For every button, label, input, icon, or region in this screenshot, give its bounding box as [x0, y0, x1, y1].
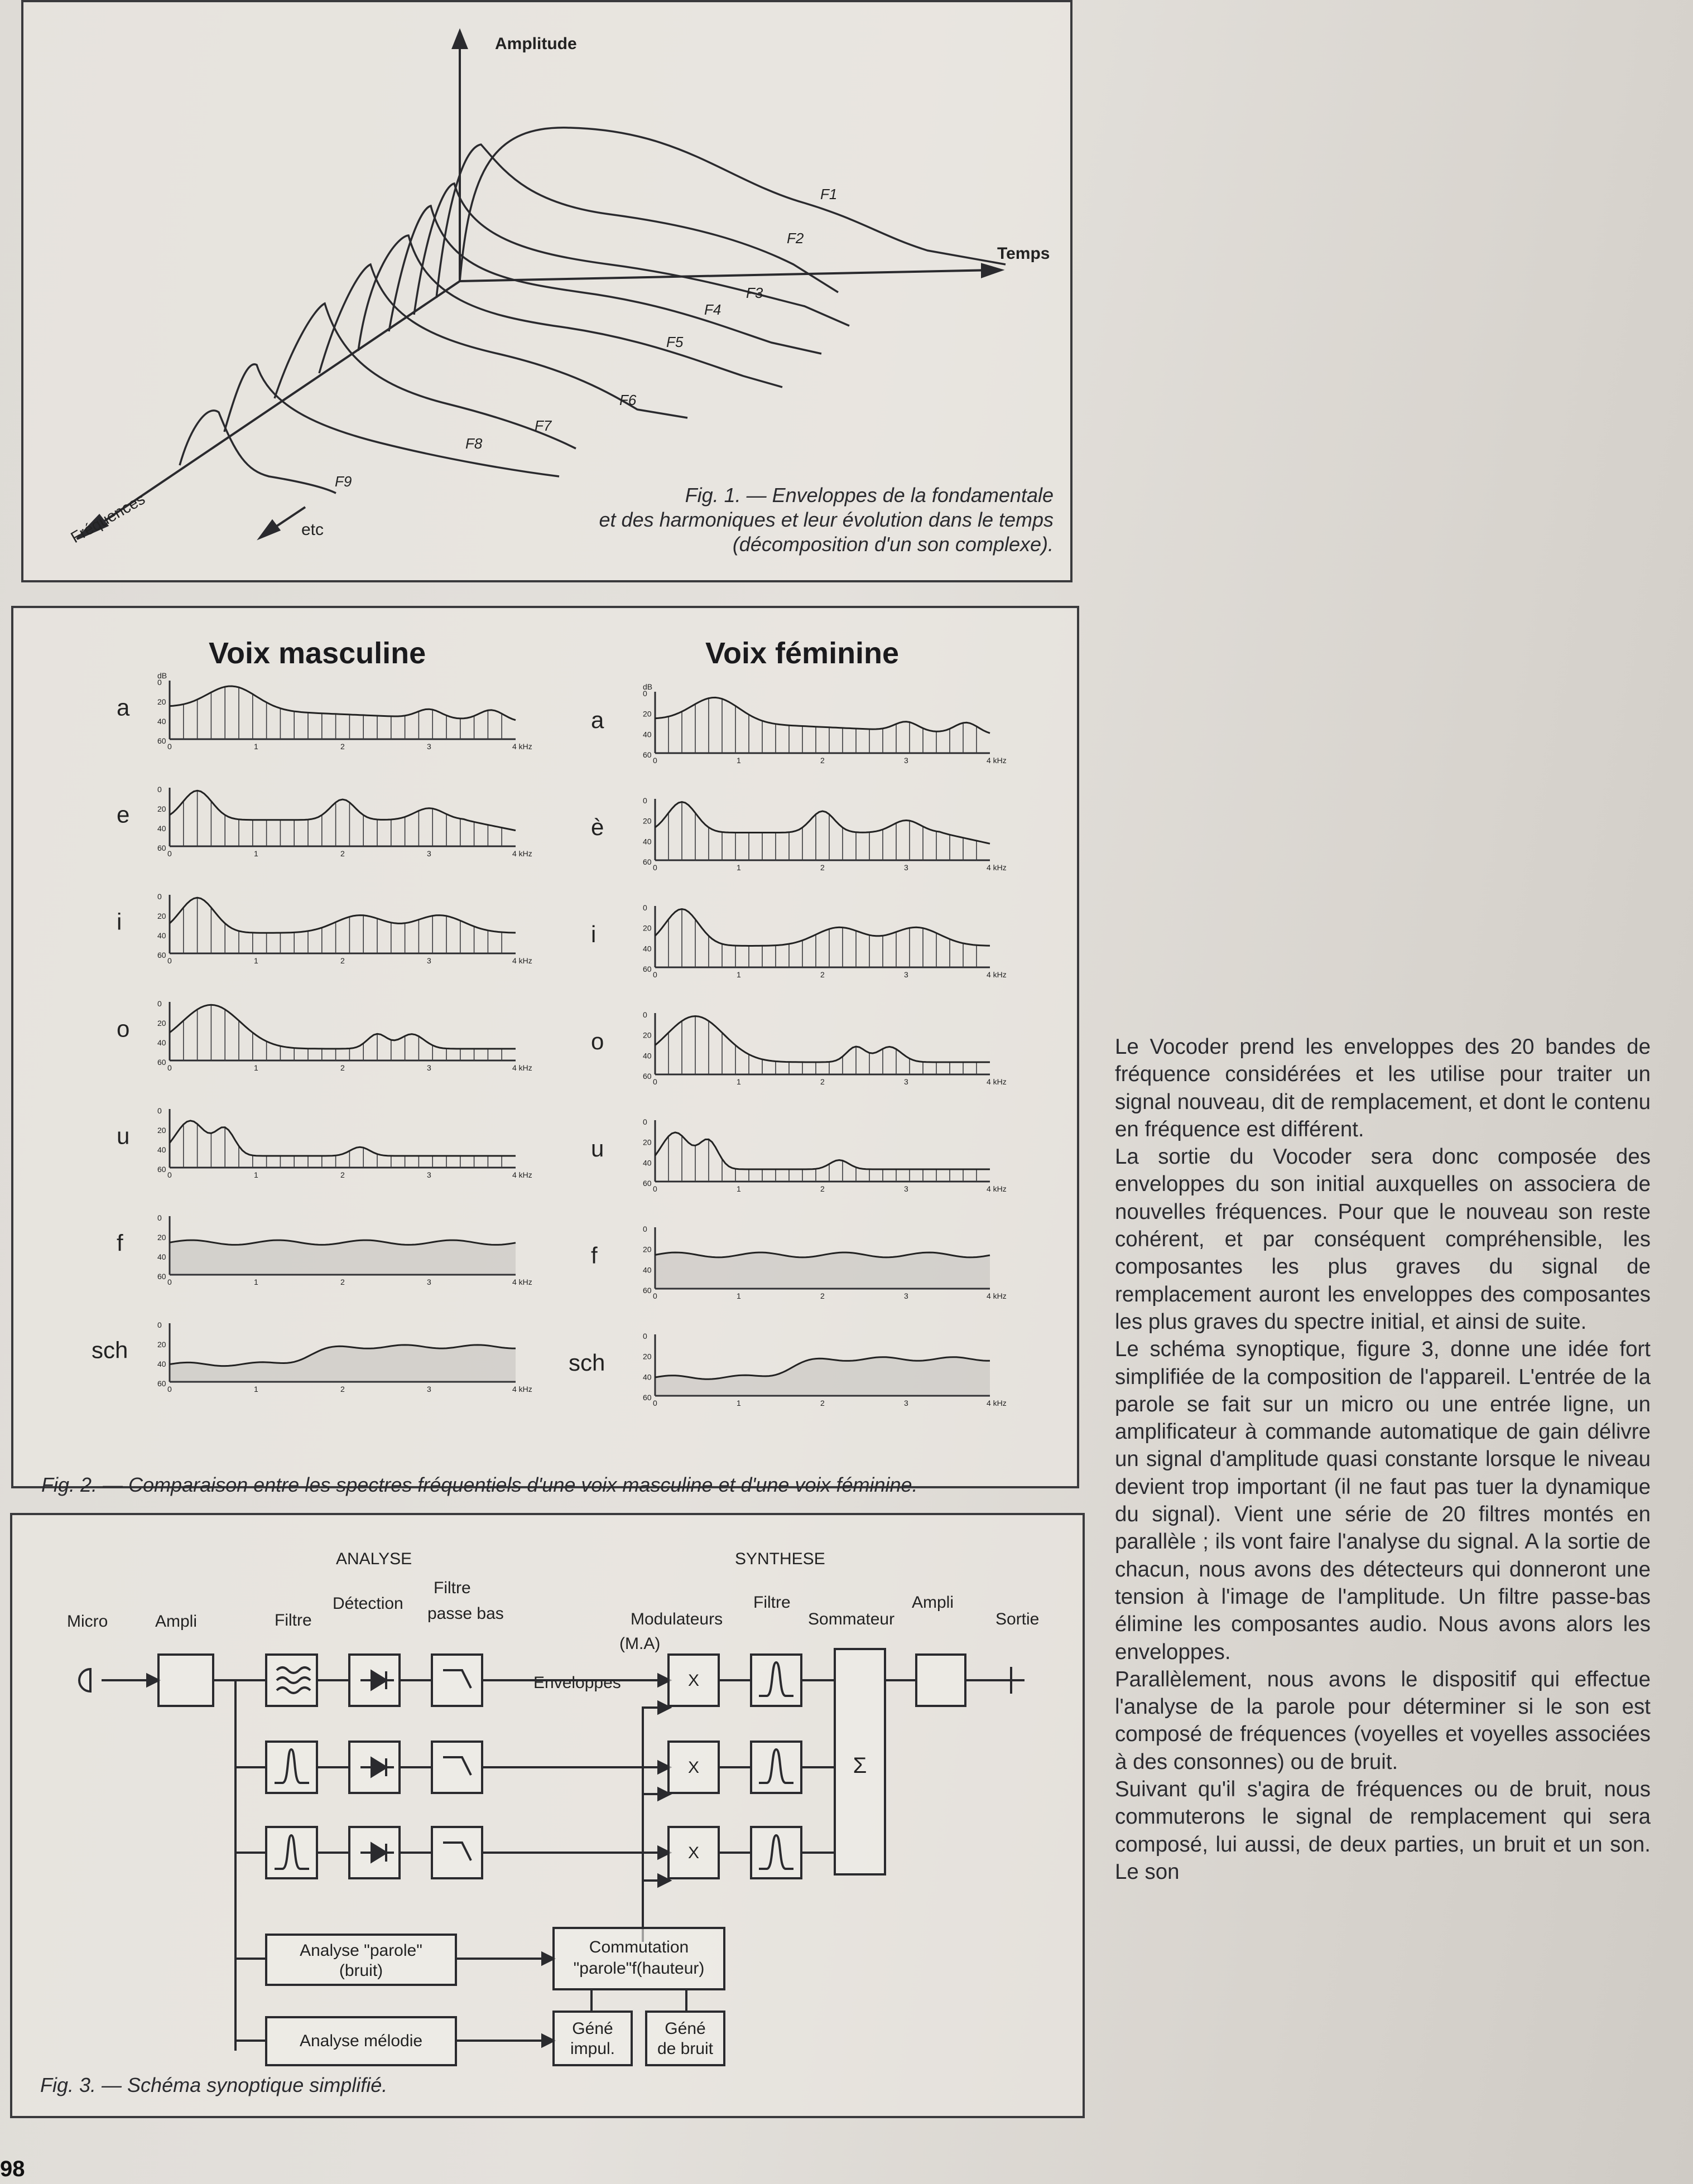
y-tick-label: 20 [157, 1019, 166, 1028]
gene-impul-text-2: impul. [570, 2040, 615, 2058]
filtre-passe-bas-label-2: passe bas [427, 1604, 504, 1623]
amplitude-arrow-icon [453, 31, 466, 48]
envelope-curve [389, 206, 821, 354]
x-tick-label: 1 [737, 1077, 741, 1086]
y-tick-label: 60 [643, 1072, 652, 1081]
y-tick-label: 0 [157, 785, 162, 794]
spectrum-curve [655, 697, 990, 733]
x-tick-label: 4 kHz [987, 1077, 1007, 1086]
x-tick-label: 0 [653, 756, 657, 765]
x-tick-label: 1 [254, 1277, 258, 1286]
y-tick-label: 60 [643, 857, 652, 866]
caption-line: et des harmoniques et leur évolution dans le temps [599, 508, 1054, 531]
vowel-label: a [591, 707, 604, 733]
noise-fill [655, 1357, 990, 1396]
filtre-passe-bas-label-1: Filtre [434, 1579, 471, 1597]
vowel-label: f [591, 1242, 598, 1269]
x-tick-label: 3 [904, 970, 908, 979]
x-tick-label: 0 [653, 1399, 657, 1407]
x-tick-label: 1 [737, 756, 741, 765]
paragraph: La sortie du Vocoder sera donc composée des enveloppes du son initial auxquelles on associera de nouvelles fréquences. Pour que le nouveau son reste cohérent, et par conséquent compréhensible, les composantes les plus graves du signal de remplacement auront les enveloppes des composantes les plus graves du spectre initial, et ainsi de suite. [1115, 1145, 1651, 1334]
x-tick-label: 4 kHz [987, 756, 1007, 765]
filtre-label: Filtre [275, 1611, 312, 1629]
multiplier-symbol: X [687, 1671, 700, 1690]
curve-label-f2: F2 [787, 230, 804, 247]
x-tick-label: 1 [254, 849, 258, 858]
x-tick-label: 3 [904, 863, 908, 872]
x-tick-label: 2 [820, 970, 825, 979]
vowel-label: i [591, 921, 597, 947]
spectrum-curve [655, 1132, 990, 1169]
caption-line: Fig. 1. — Enveloppes de la fondamentale [685, 484, 1054, 507]
y-tick-label: 0 [643, 689, 647, 698]
ampli-block [158, 1655, 213, 1706]
y-tick-label: 60 [157, 843, 166, 852]
x-tick-label: 2 [820, 863, 825, 872]
x-tick-label: 2 [340, 1063, 345, 1072]
y-tick-label: 0 [157, 1320, 162, 1329]
envelope-curve [224, 364, 559, 476]
x-tick-label: 3 [904, 1291, 908, 1300]
gene-bruit-text-1: Géné [665, 2019, 706, 2038]
curve-label-f6: F6 [619, 392, 637, 408]
x-tick-label: 4 kHz [987, 970, 1007, 979]
y-tick-label: 60 [643, 1179, 652, 1188]
x-tick-label: 0 [167, 1277, 172, 1286]
y-tick-label: 0 [643, 1224, 647, 1233]
spectra-panels [13, 608, 1077, 1467]
y-tick-label: 60 [643, 750, 652, 759]
x-tick-label: 3 [427, 1277, 431, 1286]
x-tick-label: 4 kHz [987, 863, 1007, 872]
x-tick-label: 1 [254, 1385, 258, 1394]
replacement-feed-wires [643, 1708, 668, 1942]
db-unit-label: dB [643, 682, 653, 691]
vowel-label: o [117, 1015, 130, 1042]
curve-label-f8: F8 [465, 435, 483, 452]
x-tick-label: 3 [427, 1063, 431, 1072]
paragraph: Le Vocoder prend les enveloppes des 20 bandes de fréquence considérées et les utilise pour traiter un signal nouveau, dit de remplacement, et dont le contenu en fréquence est différent. [1115, 1035, 1651, 1141]
spectrum-curve [170, 898, 516, 933]
y-tick-label: 40 [643, 1051, 652, 1060]
y-tick-label: 60 [643, 1393, 652, 1402]
x-tick-label: 4 kHz [512, 1385, 532, 1394]
x-tick-label: 4 kHz [512, 956, 532, 965]
x-tick-label: 1 [737, 970, 741, 979]
output-ampli-block [916, 1655, 965, 1706]
vowel-label: a [117, 694, 130, 721]
curve-label-f4: F4 [704, 301, 722, 318]
vowel-label: e [117, 801, 130, 828]
x-tick-label: 2 [340, 1170, 345, 1179]
noise-fill [170, 1345, 516, 1382]
paragraph: Parallèlement, nous avons le dispositif qui effectue l'analyse de la parole pour déterminer si le son est composé de fréquences (voyelles et voyelles associées à des consonnes) ou de bruit. [1115, 1667, 1651, 1774]
x-tick-label: 2 [820, 1077, 825, 1086]
y-tick-label: 60 [157, 1379, 166, 1388]
x-tick-label: 2 [340, 1277, 345, 1286]
envelope-curve [460, 128, 1006, 281]
enveloppes-label: Enveloppes [533, 1674, 621, 1692]
vowel-label: u [117, 1122, 130, 1149]
figure-2-caption: Fig. 2. — Comparaison entre les spectres fréquentiels d'une voix masculine et d'une voix féminine. [41, 1473, 918, 1496]
x-tick-label: 2 [340, 956, 345, 965]
figure-2 [11, 606, 1079, 1496]
x-tick-label: 4 kHz [987, 1399, 1007, 1407]
x-tick-label: 3 [427, 849, 431, 858]
x-tick-label: 0 [653, 970, 657, 979]
time-label: Temps [997, 244, 1050, 263]
y-tick-label: 40 [157, 1145, 166, 1154]
microphone-icon [79, 1669, 90, 1691]
y-tick-label: 60 [157, 1058, 166, 1067]
wire-arrow-icon [542, 2035, 554, 2046]
noise-fill [655, 1252, 990, 1289]
x-tick-label: 1 [737, 1291, 741, 1300]
y-tick-label: 20 [157, 1126, 166, 1135]
y-tick-label: 40 [157, 1359, 166, 1368]
db-unit-label: dB [157, 671, 167, 680]
curve-label-f9: F9 [335, 473, 352, 490]
y-tick-label: 0 [643, 796, 647, 805]
figure-3 [10, 1513, 1085, 2118]
spectrum-curve [655, 802, 990, 844]
y-tick-label: 20 [157, 697, 166, 706]
wire-arrow-icon [542, 1953, 554, 1964]
spectrum-curve [170, 790, 516, 830]
x-tick-label: 3 [904, 1184, 908, 1193]
y-tick-label: 60 [643, 965, 652, 973]
x-tick-label: 2 [340, 742, 345, 751]
x-tick-label: 1 [254, 956, 258, 965]
spectrum-curve [170, 1121, 516, 1156]
y-tick-label: 0 [157, 1213, 162, 1222]
modulator-to-filter-wires [719, 1680, 751, 1853]
x-tick-label: 3 [904, 756, 908, 765]
x-tick-label: 1 [737, 1399, 741, 1407]
x-tick-label: 4 kHz [512, 849, 532, 858]
time-arrow-icon [982, 264, 1001, 277]
caption-line: (décomposition d'un son complexe). [732, 533, 1054, 556]
y-tick-label: 20 [157, 1233, 166, 1242]
x-tick-label: 3 [427, 956, 431, 965]
x-tick-label: 4 kHz [987, 1184, 1007, 1193]
y-tick-label: 20 [157, 912, 166, 920]
filtre-synth-label: Filtre [753, 1593, 791, 1612]
lowpass-block [432, 1742, 482, 1793]
frequency-label: Fréquences [68, 490, 148, 547]
x-tick-label: 0 [653, 1184, 657, 1193]
title-female-voice: Voix féminine [705, 637, 900, 670]
spectrum-curve [655, 909, 990, 946]
y-tick-label: 40 [157, 931, 166, 940]
x-tick-label: 2 [340, 849, 345, 858]
spectrum-curve [170, 686, 516, 720]
y-tick-label: 0 [157, 678, 162, 687]
x-tick-label: 2 [820, 756, 825, 765]
y-tick-label: 60 [157, 1165, 166, 1174]
y-tick-label: 40 [643, 1372, 652, 1382]
y-tick-label: 20 [643, 816, 652, 826]
curve-label-f7: F7 [535, 417, 552, 434]
envelope-wires [482, 1680, 668, 1853]
sortie-label: Sortie [995, 1610, 1040, 1628]
curve-label-f5: F5 [666, 334, 684, 350]
y-tick-label: 40 [643, 837, 652, 846]
commutation-block [554, 1928, 724, 1989]
multiplier-symbol: X [687, 1844, 700, 1862]
envelope-curves [180, 128, 1006, 493]
vowel-label: f [117, 1230, 123, 1256]
vowel-label: sch [92, 1337, 128, 1363]
figure-3-caption: Fig. 3. — Schéma synoptique simplifié. [40, 2074, 388, 2096]
gene-to-commutation-wires [591, 1989, 686, 2012]
time-axis [460, 270, 994, 281]
detection-label: Détection [333, 1594, 403, 1613]
analyse-parole-text-1: Analyse "parole" [300, 1941, 422, 1960]
modulateurs-label: Modulateurs [631, 1610, 723, 1628]
x-tick-label: 0 [167, 849, 172, 858]
y-tick-label: 20 [643, 1352, 652, 1361]
y-tick-label: 20 [157, 804, 166, 813]
multiplier-symbol: X [687, 1758, 700, 1777]
x-tick-label: 2 [820, 1399, 825, 1407]
curve-label-f1: F1 [820, 186, 838, 203]
x-tick-label: 4 kHz [512, 1170, 532, 1179]
ma-label: (M.A) [619, 1635, 661, 1653]
x-tick-label: 3 [904, 1399, 908, 1407]
x-tick-label: 1 [254, 1063, 258, 1072]
noise-fill [170, 1240, 516, 1275]
y-tick-label: 0 [643, 1332, 647, 1341]
x-tick-label: 1 [254, 742, 258, 751]
x-tick-label: 0 [167, 1170, 172, 1179]
output-jack-icon [1011, 1667, 1025, 1694]
ampli-label: Ampli [155, 1612, 198, 1631]
y-tick-label: 20 [157, 1340, 166, 1349]
x-tick-label: 0 [653, 863, 657, 872]
x-tick-label: 0 [653, 1291, 657, 1300]
etc-label: etc [301, 520, 324, 539]
x-tick-label: 0 [167, 742, 172, 751]
figure-1-caption [440, 483, 1054, 557]
x-tick-label: 1 [737, 863, 741, 872]
vowel-label: sch [569, 1349, 605, 1376]
y-tick-label: 40 [157, 824, 166, 833]
x-tick-label: 2 [340, 1385, 345, 1394]
y-tick-label: 40 [643, 944, 652, 953]
x-tick-label: 0 [167, 1063, 172, 1072]
vowel-label: u [591, 1135, 604, 1161]
y-tick-label: 20 [643, 1137, 652, 1147]
lowpass-block [432, 1827, 482, 1878]
analyse-header: ANALYSE [336, 1550, 412, 1568]
x-tick-label: 3 [904, 1077, 908, 1086]
x-tick-label: 3 [427, 1385, 431, 1394]
gene-bruit-text-2: de bruit [657, 2040, 714, 2058]
spectrum-curve [655, 1016, 990, 1063]
micro-label: Micro [67, 1612, 108, 1631]
x-tick-label: 0 [653, 1077, 657, 1086]
commutation-text-2: "parole"f(hauteur) [573, 1959, 705, 1978]
y-tick-label: 0 [643, 1117, 647, 1126]
envelope-curve [414, 184, 849, 326]
y-tick-label: 0 [643, 903, 647, 912]
vowel-label: o [591, 1028, 604, 1054]
filter-to-sum-wires [801, 1680, 835, 1853]
paragraph: Suivant qu'il s'agira de fréquences ou de bruit, nous commuterons le signal de remplacement qui sera composé, lui aussi, de deux parties, un bruit et un son. Le son [1115, 1777, 1651, 1884]
sommateur-label: Sommateur [808, 1610, 895, 1628]
y-tick-label: 20 [643, 1245, 652, 1254]
x-tick-label: 4 kHz [512, 1063, 532, 1072]
envelope-curve [180, 411, 336, 493]
y-tick-label: 0 [157, 1106, 162, 1115]
wire-arrow-icon [147, 1675, 158, 1686]
gene-impul-text-1: Géné [572, 2019, 613, 2038]
vowel-label: i [117, 908, 122, 935]
x-tick-label: 0 [167, 1385, 172, 1394]
x-tick-label: 4 kHz [512, 1277, 532, 1286]
x-tick-label: 4 kHz [512, 742, 532, 751]
figure-1 [21, 0, 1072, 582]
commutation-text-1: Commutation [589, 1938, 689, 1956]
sigma-symbol: Σ [853, 1753, 867, 1778]
y-tick-label: 20 [643, 1030, 652, 1040]
y-tick-label: 40 [157, 1038, 166, 1047]
y-tick-label: 40 [643, 1158, 652, 1168]
y-tick-label: 60 [643, 1286, 652, 1295]
analyse-melodie-text: Analyse mélodie [299, 2032, 423, 2050]
x-tick-label: 1 [254, 1170, 258, 1179]
ampli-out-label: Ampli [912, 1593, 954, 1612]
y-tick-label: 0 [643, 1010, 647, 1019]
y-tick-label: 20 [643, 709, 652, 719]
x-tick-label: 0 [167, 956, 172, 965]
paragraph: Le schéma synoptique, figure 3, donne une idée fort simplifiée de la composition de l'appareil. L'entrée de la parole se fait sur un micro ou une entrée ligne, un amplificateur à commande automatique de gain délivre un signal d'amplitude quasi constante lorsque le niveau devient trop important (il ne faut pas tuer la dynamique du signal). Vient une série de 20 filtres montés en parallèle ; ils vont faire l'analyse du signal. A la sortie de chacun, nous avons des détecteurs qui donneront une tension à l'image de l'amplitude. Un filtre passe-bas élimine les composantes audio. Nous avons alors les enveloppes. [1115, 1337, 1651, 1664]
y-tick-label: 40 [643, 1265, 652, 1275]
x-tick-label: 4 kHz [987, 1291, 1007, 1300]
bus-branches [235, 1767, 266, 2041]
synthese-header: SYNTHESE [735, 1550, 825, 1568]
x-tick-label: 2 [820, 1291, 825, 1300]
x-tick-label: 1 [737, 1184, 741, 1193]
y-tick-label: 40 [157, 717, 166, 726]
article-body [1115, 1033, 1651, 1886]
y-tick-label: 60 [157, 951, 166, 960]
y-tick-label: 40 [157, 1252, 166, 1261]
y-tick-label: 40 [643, 730, 652, 739]
y-tick-label: 60 [157, 736, 166, 745]
x-tick-label: 3 [427, 1170, 431, 1179]
y-tick-label: 0 [157, 999, 162, 1008]
lowpass-block [432, 1655, 482, 1706]
block-diagram [12, 1515, 1083, 2073]
y-tick-label: 20 [643, 923, 652, 933]
y-tick-label: 0 [157, 892, 162, 901]
vowel-label: è [591, 814, 604, 840]
page-number: 98 [0, 2157, 25, 2181]
x-tick-label: 3 [427, 742, 431, 751]
etc-arrow-icon [260, 521, 279, 538]
amplitude-label: Amplitude [495, 35, 577, 53]
spectrum-curve [170, 1005, 516, 1049]
y-tick-label: 60 [157, 1272, 166, 1281]
title-male-voice: Voix masculine [209, 637, 426, 670]
curve-label-f3: F3 [746, 285, 763, 301]
analyse-parole-text-2: (bruit) [339, 1961, 383, 1980]
x-tick-label: 2 [820, 1184, 825, 1193]
